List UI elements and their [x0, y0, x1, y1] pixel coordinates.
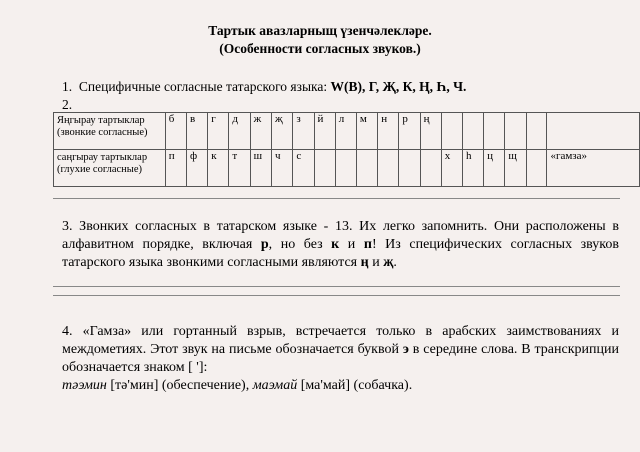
item-2-number: 2.	[62, 97, 73, 112]
voiced-cell: ж	[250, 113, 271, 150]
voiced-label: Яңгырау тартыклар (звонкие согласные)	[54, 113, 166, 150]
page-title: Тартык авазларныщ үзенчәлекләре.	[208, 23, 432, 38]
voiceless-cell	[356, 150, 377, 187]
voiced-cell: д	[229, 113, 250, 150]
voiced-cell: җ	[272, 113, 293, 150]
voiceless-cell: ч	[272, 150, 293, 187]
voiceless-row	[54, 150, 640, 187]
paragraph-4: 4. «Гамза» или гортанный взрыв, встречается только в арабских заимствованиях и междометиях. Этот звук на письме обозначается буквой э в середине слова. В транскрипции обозначается знаком [ ']: тәэмин [тә'мин] (обеспечение), маэмай [ма'май] (собачка).	[62, 324, 619, 393]
item-1-text: Специфичные согласные татарского языка:	[78, 79, 331, 94]
voiceless-cell	[314, 150, 335, 187]
item-1	[62, 79, 466, 95]
example-word-2: маэмай	[252, 378, 298, 393]
voiceless-cell: щ	[505, 150, 526, 187]
paragraph-3: 3. Звонких согласных в татарском языке - 13. Их легко запомнить. Они расположены в алфавитном порядке, включая р, но без к и п! Из специфических согласных звуков татарского языка звонкими согласными являются ң и җ.	[62, 219, 619, 270]
voiced-cell: м	[356, 113, 377, 150]
voiceless-cell: ш	[250, 150, 271, 187]
item-1-letters: W(В), Г, Җ, К, Ң, Һ, Ч.	[330, 79, 467, 94]
voiceless-cell	[399, 150, 420, 187]
voiced-cell: в	[186, 113, 207, 150]
voiceless-cell: с	[293, 150, 314, 187]
voiced-cell: ң	[420, 113, 441, 150]
voiced-cell	[547, 113, 640, 150]
voiced-row	[54, 113, 640, 150]
voiceless-cell: к	[208, 150, 229, 187]
voiced-cell	[484, 113, 505, 150]
consonants-table	[53, 112, 640, 187]
voiceless-cell: ц	[484, 150, 505, 187]
voiced-cell: р	[399, 113, 420, 150]
voiceless-cell	[420, 150, 441, 187]
voiceless-cell: т	[229, 150, 250, 187]
item-1-number: 1.	[62, 79, 73, 94]
voiced-cell: н	[378, 113, 399, 150]
voiced-cell: з	[293, 113, 314, 150]
voiceless-cell	[526, 150, 547, 187]
divider	[53, 295, 620, 296]
voiceless-cell: һ	[462, 150, 483, 187]
voiced-cell: й	[314, 113, 335, 150]
divider	[53, 198, 620, 199]
voiceless-cell	[335, 150, 356, 187]
divider	[53, 286, 620, 287]
page-subtitle: (Особенности согласных звуков.)	[219, 41, 421, 56]
voiced-cell	[441, 113, 462, 150]
voiced-cell: л	[335, 113, 356, 150]
voiced-cell: б	[165, 113, 186, 150]
example-word-1: тәэмин	[62, 378, 107, 393]
voiceless-cell: ф	[186, 150, 207, 187]
voiced-cell	[505, 113, 526, 150]
voiced-cell	[526, 113, 547, 150]
voiceless-cell: п	[165, 150, 186, 187]
voiceless-cell: х	[441, 150, 462, 187]
voiceless-cell	[378, 150, 399, 187]
voiced-cell: г	[208, 113, 229, 150]
voiceless-cell: «гамза»	[547, 150, 640, 187]
voiced-cell	[462, 113, 483, 150]
voiceless-label: саңгырау тартыклар (глухие согласные)	[54, 150, 166, 187]
